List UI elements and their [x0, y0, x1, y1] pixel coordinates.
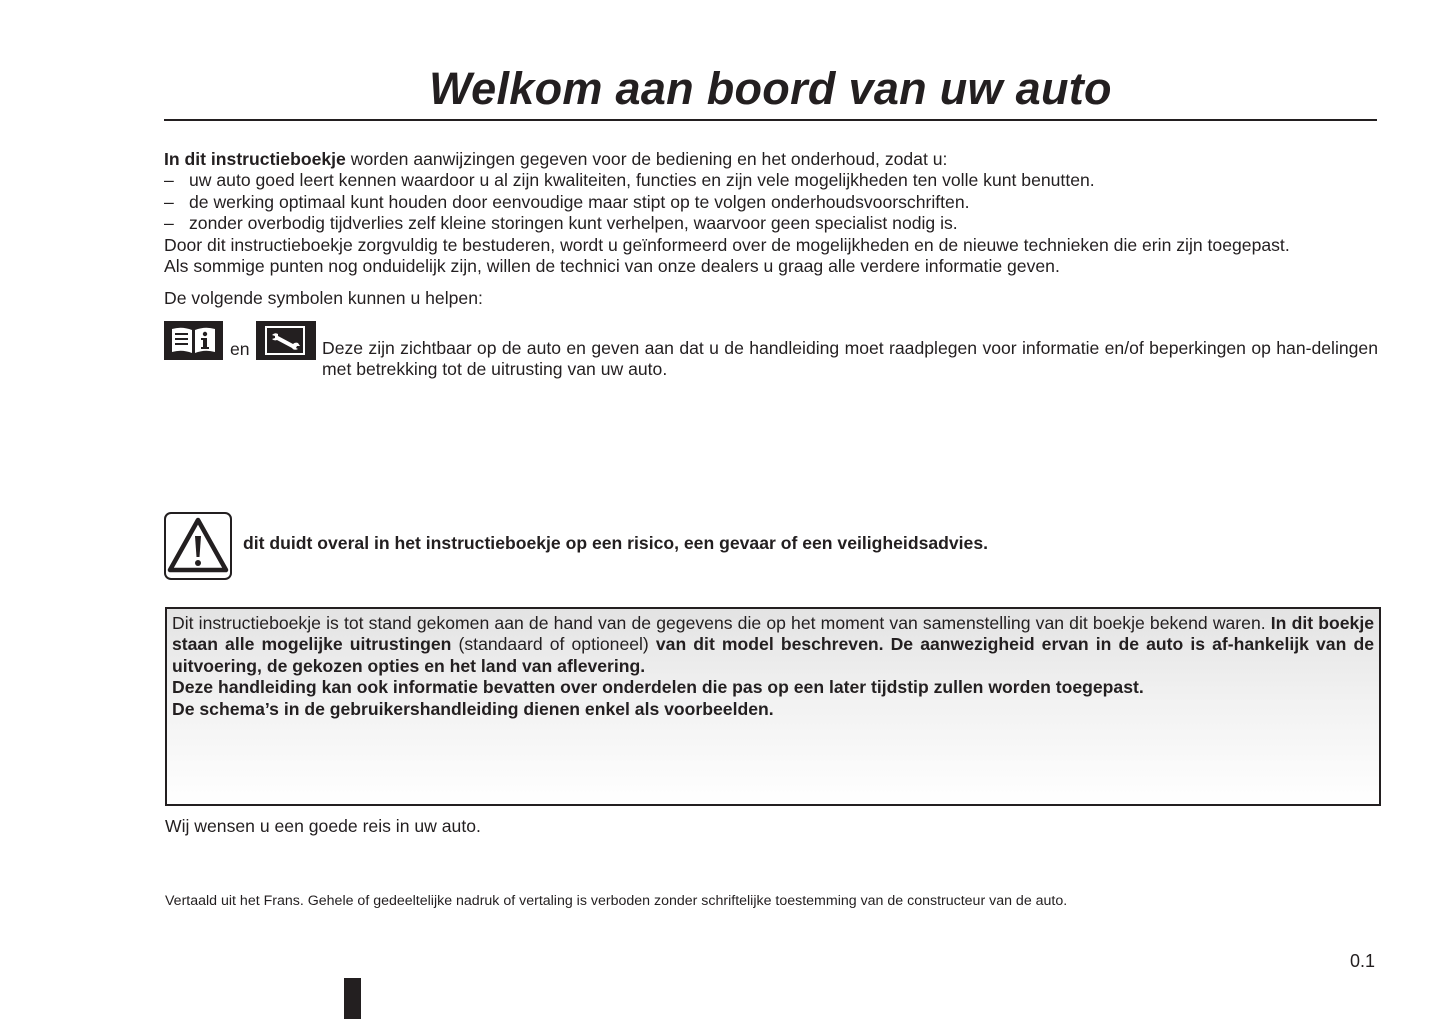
notice-box: [165, 607, 1381, 806]
bullet-dash: –: [164, 213, 174, 234]
intro-paragraph-2: Als sommige punten nog onduidelijk zijn, willen de technici van onze dealers u graag alle verdere informatie geven.: [164, 256, 1060, 277]
notice-paragraph-3: [172, 699, 1374, 720]
intro-paragraph-1: Door dit instructieboekje zorgvuldig te bestuderen, wordt u geïnformeerd over de mogelijkheden en de nieuwe technieken die erin zijn toegepast.: [164, 234, 1290, 255]
intro-bullet-1-text: uw auto goed leert kennen waardoor u al zijn kwaliteiten, functies en zijn vele mogelijkheden ten volle kunt benutten.: [189, 170, 1095, 191]
notice-paragraph-1: [172, 613, 1374, 677]
intro-bullet-3: [164, 213, 1379, 234]
manual-book-icon: [164, 321, 223, 360]
warning-triangle-icon: [164, 512, 232, 580]
page-number: 0.1: [1350, 951, 1376, 971]
intro-lead: [164, 149, 1379, 170]
symbols-description: Deze zijn zichtbaar op de auto en geven aan dat u de handleiding moet raadplegen voor informatie en/of beperkingen op han-delingen met betrekking tot de uitrusting van uw auto.: [322, 338, 1378, 380]
title-divider: [164, 119, 1377, 121]
warning-text: dit duidt overal in het instructieboekje op een risico, een gevaar of een veiligheidsadvies.: [243, 533, 989, 553]
wrench-icon: [256, 321, 316, 360]
intro-bullet-3-text: zonder overbodig tijdverlies zelf kleine storingen kunt verhelpen, waarvoor geen specialist nodig is.: [189, 213, 958, 234]
notice-line-2: Deze handleiding kan ook informatie bevatten over onderdelen die pas op een later tijdstip zullen worden toegepast.: [172, 677, 1144, 698]
notice-part-4: van dit model beschreven. De aanwezigheid ervan in de auto is af-hankelijk van de uitvoering, de gekozen opties en het land van aflevering.: [172, 634, 1374, 676]
notice-part-3: (standaard of optioneel): [451, 634, 656, 655]
page-title: Welkom aan boord van uw auto: [429, 63, 1112, 114]
notice-paragraph-2: [172, 677, 1374, 698]
notice-line-3: De schema’s in de gebruikershandleiding dienen enkel als voorbeelden.: [172, 698, 774, 719]
translation-footnote: Vertaald uit het Frans. Gehele of gedeeltelijke nadruk of vertaling is verboden zonder schriftelijke toestemming van de constructeur van de auto.: [165, 893, 1068, 909]
closing-text: Wij wensen u een goede reis in uw auto.: [165, 816, 481, 836]
symbols-lead: De volgende symbolen kunnen u helpen:: [164, 288, 483, 308]
symbols-connector: en: [230, 339, 250, 359]
intro-lead-rest: worden aanwijzingen gegeven voor de bediening en het onderhoud, zodat u:: [345, 149, 948, 169]
intro-bullet-2: [164, 192, 1379, 213]
notice-part-1: Dit instructieboekje is tot stand gekomen aan de hand van de gegevens die op het moment van samenstelling van dit boekje bekend waren.: [172, 613, 1271, 633]
chapter-marker: [344, 978, 361, 1019]
intro-section: [164, 149, 1379, 277]
bullet-dash: –: [164, 191, 174, 212]
bullet-dash: –: [164, 170, 174, 191]
intro-bullet-2-text: de werking optimaal kunt houden door eenvoudige maar stipt op te volgen onderhoudsvoorschriften.: [189, 191, 970, 212]
intro-bullet-1: [164, 170, 1379, 191]
notice-part-2: In dit boekje staan alle mogelijke uitrustingen: [172, 613, 1374, 655]
intro-lead-bold: In dit instructieboekje: [164, 149, 346, 169]
